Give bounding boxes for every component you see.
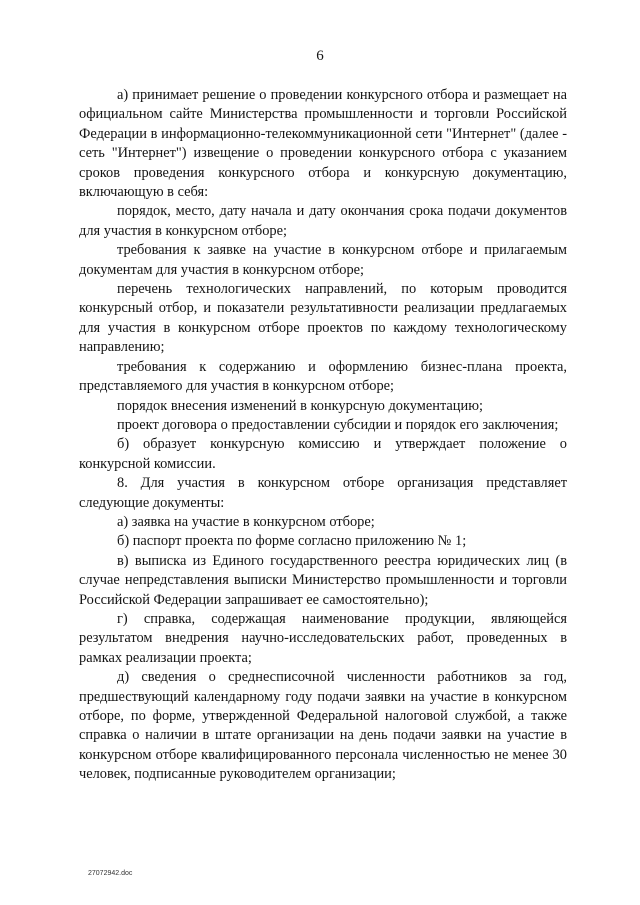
list-item-g-product-certificate: г) справка, содержащая наименование продукции, являющейся результатом внедрения научно-исследовательских работ, проведенных в рамках реализации проекта;: [79, 610, 567, 666]
paragraph-technology-directions: перечень технологических направлений, по которым проводится конкурсный отбор, и показатели результативности реализации предлагаемых для участия в конкурсном отборе проектов по каждому технологическому направлению;: [79, 281, 567, 356]
list-item-v-registry-extract: в) выписка из Единого государственного реестра юридических лиц (в случае непредставления выписки Министерство промышленности и торговли Российской Федерации запрашивает ее самостоятельно);: [79, 552, 567, 608]
paragraph-business-plan-requirements: требования к содержанию и оформлению бизнес-плана проекта, представляемого для участия в конкурсном отборе;: [79, 358, 567, 395]
paragraph-a-decision: а) принимает решение о проведении конкурсного отбора и размещает на официальном сайте Министерства промышленности и торговли Российской Федерации в информационно-телекоммуникационной сети "Интернет" (далее - сеть "Интернет") извещение о проведении конкурсного отбора с указанием сроков проведения конкурсного отбора и конкурсную документацию, включающую в себя:: [79, 87, 567, 201]
list-item-b-passport: б) паспорт проекта по форме согласно приложению № 1;: [117, 533, 467, 550]
page-number: 6: [316, 48, 324, 64]
paragraph-b-commission: б) образует конкурсную комиссию и утверждает положение о конкурсной комиссии.: [79, 436, 567, 472]
paragraph-8-documents: 8. Для участия в конкурсном отборе организация представляет следующие документы:: [79, 475, 567, 511]
document-file-id: 27072942.doc: [88, 870, 133, 877]
paragraph-application-requirements: требования к заявке на участие в конкурсном отборе и прилагаемым документам для участия в конкурсном отборе;: [79, 242, 567, 278]
paragraph-order-place-dates: порядок, место, дату начала и дату окончания срока подачи документов для участия в конкурсном отборе;: [79, 203, 567, 239]
document-body: [79, 86, 567, 785]
list-item-d-staff-information: д) сведения о среднесписочной численности работников за год, предшествующий календарному году подачи заявки на участие в конкурсном отборе, по форме, утвержденной Федеральной налоговой службой, а также справка о наличии в штате организации на день подачи заявки на участие в конкурсном отборе квалифицированного персонала численностью не менее 30 человек, подписанные руководителем организации;: [79, 669, 567, 783]
paragraph-subsidy-contract: проект договора о предоставлении субсидии и порядок его заключения;: [117, 416, 559, 433]
paragraph-documentation-changes: порядок внесения изменений в конкурсную документацию;: [117, 397, 483, 414]
list-item-a-application: а) заявка на участие в конкурсном отборе;: [117, 513, 375, 530]
